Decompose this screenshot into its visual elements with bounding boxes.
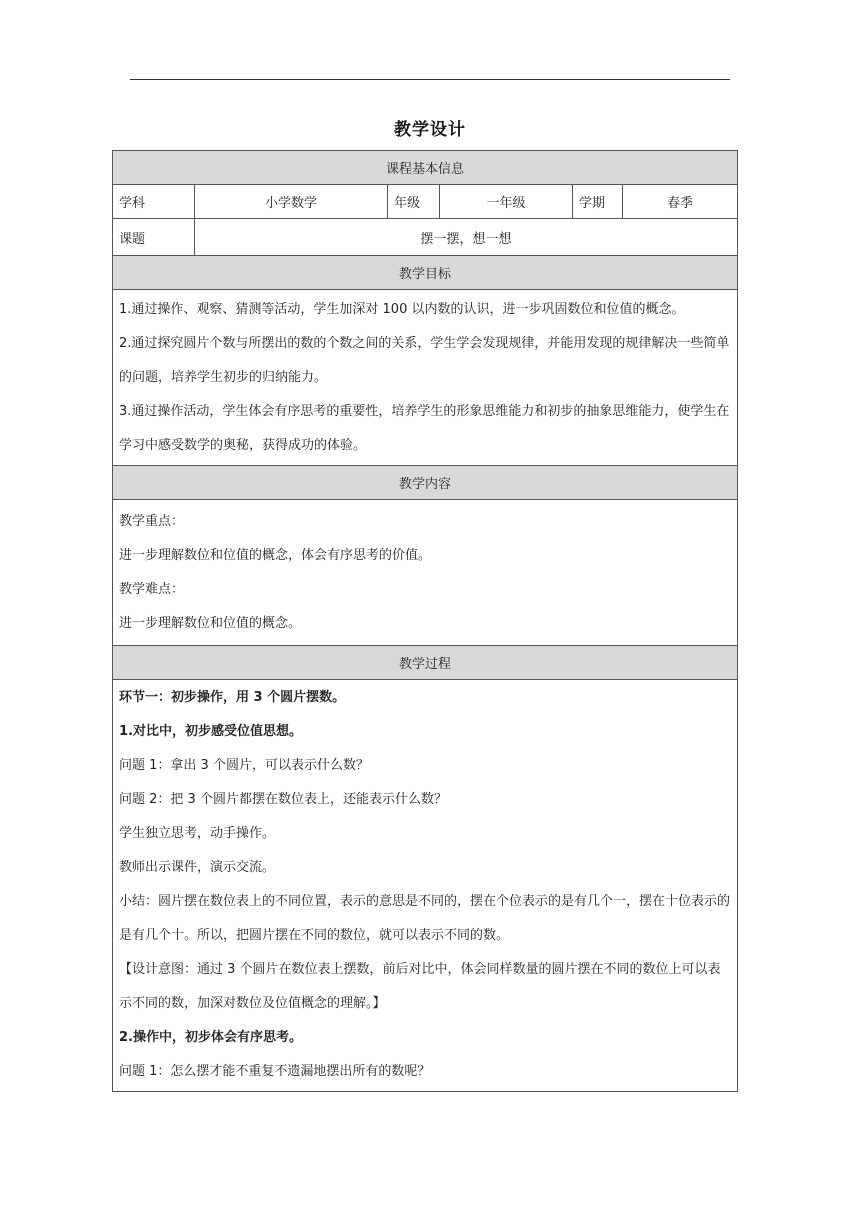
difficulty-text: 进一步理解数位和位值的概念。 <box>119 616 302 631</box>
section-header-content <box>113 466 738 500</box>
info-row <box>113 185 738 219</box>
topic-label: 课题 <box>113 219 195 256</box>
subject-label: 学科 <box>113 185 195 219</box>
content-cell <box>113 500 738 646</box>
document-title: 教学设计 <box>394 120 466 140</box>
goals-cell <box>113 290 738 466</box>
grade-label: 年级 <box>388 185 440 219</box>
section-title: 课程基本信息 <box>113 151 738 185</box>
part-title: 2.操作中，初步体会有序思考。 <box>119 1030 302 1045</box>
teacher-activity: 教师出示课件，演示交流。 <box>119 860 276 875</box>
process-row <box>113 680 738 1092</box>
section-header-goals <box>113 256 738 290</box>
student-activity: 学生独立思考，动手操作。 <box>119 826 276 841</box>
topic-row <box>113 219 738 256</box>
goals-row <box>113 290 738 466</box>
header-rule <box>130 79 730 80</box>
question-text: 问题 2：把 3 个圆片都摆在数位表上，还能表示什么数？ <box>119 792 447 807</box>
summary-text: 小结：圆片摆在数位表上的不同位置，表示的意思是不同的，摆在个位表示的是有几个一，摆在十位表示的是有几个十。所以，把圆片摆在不同的数位，就可以表示不同的数。 <box>119 894 731 943</box>
topic-value: 摆一摆，想一想 <box>195 219 738 256</box>
difficulty-label: 教学难点： <box>119 582 185 597</box>
section-title: 教学内容 <box>113 466 738 500</box>
question-text: 问题 1：拿出 3 个圆片，可以表示什么数？ <box>119 758 369 773</box>
goal-item: 3.通过操作活动，学生体会有序思考的重要性，培养学生的形象思维能力和初步的抽象思维能力，使学生在学习中感受数学的奥秘，获得成功的体验。 <box>119 404 730 453</box>
goal-item: 1.通过操作、观察、猜测等活动，学生加深对 100 以内数的认识，进一步巩固数位和位值的概念。 <box>119 302 685 317</box>
lesson-plan-table <box>112 150 738 1092</box>
section-header-basic-info <box>113 151 738 185</box>
grade-value: 一年级 <box>440 185 573 219</box>
key-point-text: 进一步理解数位和位值的概念，体会有序思考的价值。 <box>119 548 432 563</box>
subject-value: 小学数学 <box>195 185 388 219</box>
part-title: 1.对比中，初步感受位值思想。 <box>119 724 302 739</box>
term-label: 学期 <box>573 185 623 219</box>
content-row <box>113 500 738 646</box>
step-title: 环节一：初步操作，用 3 个圆片摆数。 <box>119 690 346 705</box>
term-value: 春季 <box>623 185 738 219</box>
section-title: 教学过程 <box>113 646 738 680</box>
key-point-label: 教学重点： <box>119 514 185 529</box>
goal-item: 2.通过探究圆片个数与所摆出的数的个数之间的关系，学生学会发现规律，并能用发现的规律解决一些简单的问题，培养学生初步的归纳能力。 <box>119 336 730 385</box>
process-cell <box>113 680 738 1092</box>
question-text: 问题 1：怎么摆才能不重复不遗漏地摆出所有的数呢？ <box>119 1064 431 1079</box>
section-title: 教学目标 <box>113 256 738 290</box>
section-header-process <box>113 646 738 680</box>
design-intent: 【设计意图：通过 3 个圆片在数位表上摆数，前后对比中，体会同样数量的圆片摆在不同的数位上可以表示不同的数，加深对数位及位值概念的理解。】 <box>119 962 721 1011</box>
